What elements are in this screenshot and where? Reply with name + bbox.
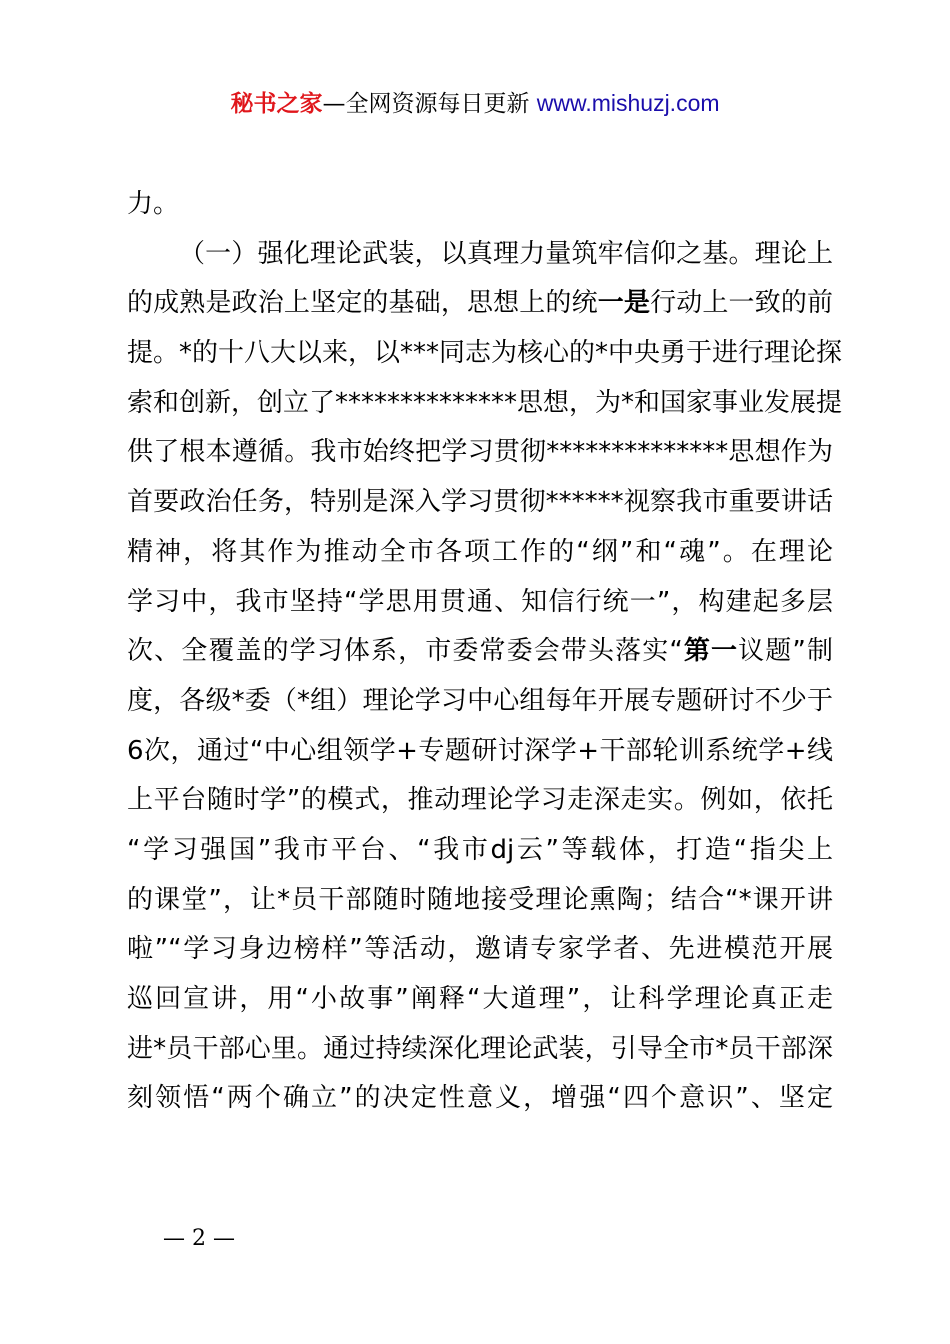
text-line: 供了根本遵循。我市始终把学习贯彻**************思想作为 — [127, 437, 833, 468]
text-segment: 的成熟是政治上坚定的基础，思想上的统 — [127, 288, 598, 319]
text-segment: 次、全覆盖的学习体系，市委常委会带头落实“ — [127, 636, 683, 667]
text-line: “学习强国”我市平台、“我市dj云”等载体，打造“指尖上 — [127, 834, 833, 865]
site-url-link[interactable]: www.mishuzj.com — [536, 90, 720, 116]
page-number: — 2 — — [163, 1226, 235, 1251]
site-tagline: —全网资源每日更新 — [322, 91, 537, 117]
site-header — [0, 86, 950, 121]
text-line: 6次，通过“中心组领学+专题研讨深学+干部轮训系统学+线 — [127, 735, 833, 766]
site-brand: 秘书之家 — [230, 91, 323, 117]
text-line — [127, 279, 833, 329]
text-line — [127, 627, 833, 677]
text-line: 学习中，我市坚持“学思用贯通、知信行统一”，构建起多层 — [127, 586, 833, 617]
text-line: 力。 — [127, 189, 180, 219]
text-line: 刻领悟“两个确立”的决定性意义，增强“四个意识”、坚定 — [127, 1083, 833, 1114]
text-segment: 行动上一致的前 — [650, 288, 833, 319]
text-line: 精神，将其作为推动全市各项工作的“纲”和“魂”。在理论 — [127, 536, 833, 567]
text-line: 啦”“学习身边榜样”等活动，邀请专家学者、先进模范开展 — [127, 934, 833, 965]
section-heading-line: （一）强化理论武装，以真理力量筑牢信仰之基。理论上 — [179, 238, 833, 269]
text-line: 首要政治任务，特别是深入学习贯彻******视察我市重要讲话 — [127, 487, 833, 518]
text-line: 度，各级*委（*组）理论学习中心组每年开展专题研讨不少于 — [127, 685, 833, 716]
text-line: 索和创新，创立了**************思想，为*和国家事业发展提 — [127, 387, 843, 418]
bold-segment: 一是 — [597, 288, 651, 319]
text-line: 提。*的十八大以来，以***同志为核心的*中央勇于进行理论探 — [127, 338, 843, 369]
text-line: 巡回宣讲，用“小故事”阐释“大道理”，让科学理论真正走 — [127, 984, 833, 1014]
text-line: 的课堂”，让*员干部随时随地接受理论熏陶；结合“*课开讲 — [127, 884, 833, 915]
bold-segment: 第一 — [682, 636, 739, 667]
document-body — [127, 180, 843, 1124]
text-segment: 议题”制 — [738, 636, 833, 667]
text-line: 上平台随时学”的模式，推动理论学习走深走实。例如，依托 — [127, 785, 833, 816]
text-line: 进*员干部心里。通过持续深化理论武装，引导全市*员干部深 — [127, 1033, 833, 1064]
